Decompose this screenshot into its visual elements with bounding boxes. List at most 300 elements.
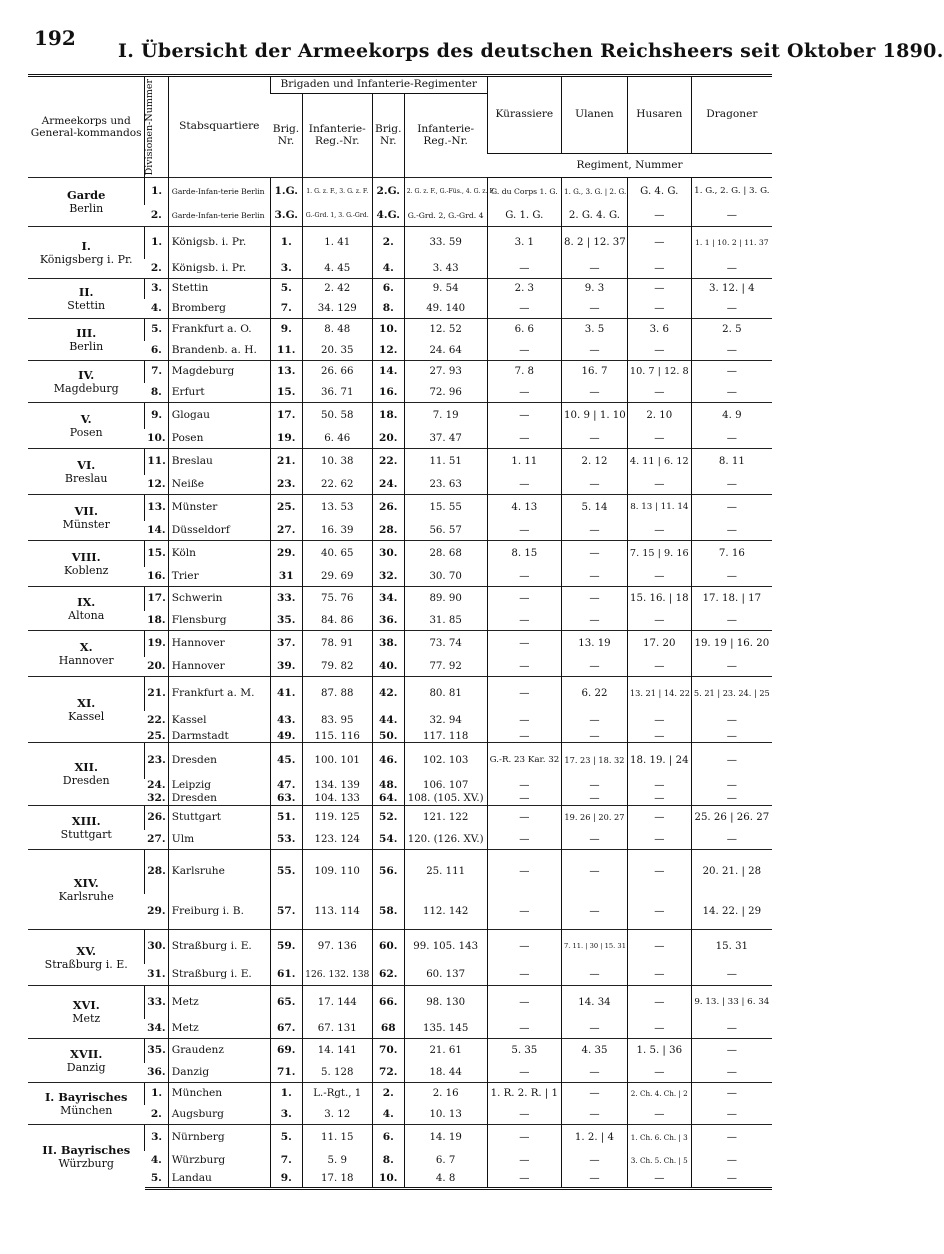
table-row <box>28 587 772 611</box>
headquarters: Landau <box>168 1171 270 1189</box>
headquarters: Kassel <box>168 711 270 731</box>
division-number: 24. <box>147 779 166 792</box>
corps-cell <box>28 227 145 279</box>
corps-name: IX. <box>77 594 96 609</box>
corps-name: XIII. <box>71 813 101 828</box>
table-row <box>28 743 772 779</box>
brigade-2: 8. <box>372 299 404 319</box>
ulanen-cell: — <box>562 259 628 279</box>
husaren-cell: — <box>627 986 691 1019</box>
regiments-1: 87. 88 <box>302 677 372 711</box>
corps-city: Hannover <box>58 653 114 667</box>
kuerassiere-cell: — <box>487 1105 561 1125</box>
ulanen-cell: 7. 11. | 30 | 15. 31 <box>562 930 628 964</box>
brigade-2: 22. <box>372 449 404 475</box>
regiments-2: 99. 105. 143 <box>404 930 487 964</box>
regiments-1: 75. 76 <box>302 587 372 611</box>
husaren-cell: — <box>627 930 691 964</box>
corps-cell <box>28 986 145 1039</box>
ulanen-cell: — <box>562 711 628 731</box>
brigade-1: 31 <box>270 567 302 587</box>
dragoner-cell: — <box>691 1063 772 1083</box>
kuerassiere-cell: — <box>487 806 561 830</box>
corps-name: VII. <box>74 503 98 518</box>
corps-city: Stuttgart <box>60 827 112 841</box>
kuerassiere-cell: — <box>487 986 561 1019</box>
ulanen-cell: — <box>562 793 628 806</box>
husaren-cell: — <box>627 793 691 806</box>
brigade-1: 1.G. <box>270 178 302 205</box>
regiments-2: 33. 59 <box>404 227 487 259</box>
brigade-2: 48. <box>372 779 404 793</box>
ulanen-cell: 9. 3 <box>562 279 628 299</box>
table-row <box>28 986 772 1019</box>
regiments-1: 3. 12 <box>302 1105 372 1125</box>
husaren-cell: — <box>627 894 691 930</box>
kuerassiere-cell: 2. 3 <box>487 279 561 299</box>
brigade-2: 24. <box>372 475 404 495</box>
dragoner-cell: — <box>691 711 772 731</box>
regiments-1: 34. 129 <box>302 299 372 319</box>
husaren-cell: — <box>627 279 691 299</box>
husaren-cell: — <box>627 1019 691 1039</box>
regiments-1: 14. 141 <box>302 1039 372 1063</box>
regiments-1: 100. 101 <box>302 743 372 779</box>
kuerassiere-cell: 1. R. 2. R. | 1 <box>487 1083 561 1105</box>
brigade-2: 30. <box>372 541 404 567</box>
regiments-2: 2. 16 <box>404 1083 487 1105</box>
kuerassiere-cell: — <box>487 611 561 631</box>
brigade-1: 29. <box>270 541 302 567</box>
corps-name: XVII. <box>70 1046 103 1061</box>
table-row <box>28 1125 772 1151</box>
regiments-1: 17. 144 <box>302 986 372 1019</box>
husaren-cell: — <box>627 731 691 743</box>
husaren-cell: — <box>627 964 691 986</box>
regiments-1: 13. 53 <box>302 495 372 521</box>
husaren-cell: 15. 16. | 18 <box>627 587 691 611</box>
kuerassiere-cell: — <box>487 341 561 361</box>
brigade-2: 34. <box>372 587 404 611</box>
headquarters: Glogau <box>168 403 270 429</box>
brigade-1: 41. <box>270 677 302 711</box>
kuerassiere-cell: — <box>487 259 561 279</box>
header-dragoner: Dragoner <box>691 76 772 154</box>
regiments-2: 6. 7 <box>404 1151 487 1171</box>
kuerassiere-cell: — <box>487 894 561 930</box>
husaren-cell: 2. 10 <box>627 403 691 429</box>
brigade-2: 70. <box>372 1039 404 1063</box>
headquarters: Münster <box>168 495 270 521</box>
ulanen-cell: — <box>562 567 628 587</box>
headquarters: Frankfurt a. O. <box>168 319 270 341</box>
brigade-1: 59. <box>270 930 302 964</box>
regiments-1: 119. 125 <box>302 806 372 830</box>
husaren-cell: — <box>627 830 691 850</box>
brigade-2: 8. <box>372 1151 404 1171</box>
dragoner-cell: — <box>691 259 772 279</box>
ulanen-cell: 19. 26 | 20. 27 <box>562 806 628 830</box>
husaren-cell: — <box>627 521 691 541</box>
division-number: 11. <box>145 449 168 475</box>
corps-name: X. <box>79 639 93 654</box>
brigade-2: 4.G. <box>372 205 404 227</box>
husaren-cell: 4. 11 | 6. 12 <box>627 449 691 475</box>
brigade-2: 6. <box>372 1125 404 1151</box>
brigade-2: 44. <box>372 711 404 731</box>
brigade-1: 9. <box>270 1171 302 1189</box>
husaren-cell: — <box>627 1171 691 1189</box>
headquarters: Frankfurt a. M. <box>168 677 270 711</box>
division-number: 35. <box>145 1039 168 1063</box>
brigade-2: 10. <box>372 319 404 341</box>
corps-name: I. <box>81 238 91 253</box>
husaren-cell: — <box>627 657 691 677</box>
brigade-2: 68 <box>372 1019 404 1039</box>
regiments-2: 72. 96 <box>404 383 487 403</box>
division-number: 10. <box>147 431 166 444</box>
division-number: 32. <box>147 792 166 805</box>
division-number: 12. <box>147 477 166 490</box>
corps-cell <box>28 319 145 361</box>
corps-city: Danzig <box>66 1060 106 1074</box>
corps-cell <box>28 587 145 631</box>
husaren-cell: — <box>627 850 691 894</box>
regiments-2: 117. 118 <box>404 731 487 743</box>
kuerassiere-cell: — <box>487 964 561 986</box>
husaren-cell: — <box>627 779 691 793</box>
corps-cell <box>28 495 145 541</box>
brigade-1: 13. <box>270 361 302 383</box>
division-number: 17. <box>145 587 168 611</box>
headquarters: Freiburg i. B. <box>168 894 270 930</box>
dragoner-cell: — <box>691 495 772 521</box>
brigade-1: 21. <box>270 449 302 475</box>
corps-cell <box>28 743 145 806</box>
dragoner-cell: — <box>691 205 772 227</box>
page-number: 192 <box>34 26 76 50</box>
division-number: 36. <box>147 1065 166 1078</box>
dragoner-cell: — <box>691 793 772 806</box>
corps-cell <box>28 1039 145 1083</box>
kuerassiere-cell: 5. 35 <box>487 1039 561 1063</box>
regiments-1: 29. 69 <box>302 567 372 587</box>
regiments-2: 27. 93 <box>404 361 487 383</box>
regiments-2: 3. 43 <box>404 259 487 279</box>
dragoner-cell: — <box>691 964 772 986</box>
corps-cell <box>28 449 145 495</box>
ulanen-cell: 6. 22 <box>562 677 628 711</box>
husaren-cell: — <box>627 567 691 587</box>
corps-cell <box>28 541 145 587</box>
table-body <box>28 178 772 1189</box>
regiments-2: 37. 47 <box>404 429 487 449</box>
regiments-2: 73. 74 <box>404 631 487 657</box>
brigade-2: 66. <box>372 986 404 1019</box>
brigade-1: 25. <box>270 495 302 521</box>
brigade-2: 2. <box>372 1083 404 1105</box>
corps-name: V. <box>80 411 92 426</box>
regiments-1: L.-Rgt., 1 <box>302 1083 372 1105</box>
headquarters: Nürnberg <box>168 1125 270 1151</box>
regiments-2: 108. (105. XV.) <box>404 793 487 806</box>
brigade-2: 36. <box>372 611 404 631</box>
brigade-2: 16. <box>372 383 404 403</box>
regiments-1: 2. 42 <box>302 279 372 299</box>
brigade-1: 43. <box>270 711 302 731</box>
corps-city: Straßburg i. E. <box>44 957 128 971</box>
regiments-2: 2. G. z. F., G.-Füs., 4. G. z. F. <box>404 178 487 205</box>
brigade-2: 26. <box>372 495 404 521</box>
kuerassiere-cell: — <box>487 1125 561 1151</box>
kuerassiere-cell: — <box>487 850 561 894</box>
table-row <box>28 403 772 429</box>
regiments-2: 49. 140 <box>404 299 487 319</box>
headquarters: Dresden <box>168 793 270 806</box>
division-number: 16. <box>147 569 166 582</box>
regiments-2: 31. 85 <box>404 611 487 631</box>
header-division: Divisionen-Nummer <box>145 76 168 178</box>
division-number: 14. <box>147 523 166 536</box>
regiments-1: 1. G. z. F., 3. G. z. F. <box>302 178 372 205</box>
ulanen-cell: — <box>562 830 628 850</box>
kuerassiere-cell: — <box>487 1019 561 1039</box>
regiments-1: 17. 18 <box>302 1171 372 1189</box>
brigade-2: 62. <box>372 964 404 986</box>
brigade-1: 63. <box>270 793 302 806</box>
husaren-cell: 8. 13 | 11. 14 <box>627 495 691 521</box>
ulanen-cell: 17. 23 | 18. 32 <box>562 743 628 779</box>
brigade-1: 3.G. <box>270 205 302 227</box>
brigade-1: 49. <box>270 731 302 743</box>
division-number: 30. <box>145 930 168 964</box>
division-number: 9. <box>145 403 168 429</box>
headquarters: Stettin <box>168 279 270 299</box>
regiments-1: 109. 110 <box>302 850 372 894</box>
brigade-2: 60. <box>372 930 404 964</box>
regiments-1: 26. 66 <box>302 361 372 383</box>
husaren-cell: — <box>627 429 691 449</box>
ulanen-cell: 3. 5 <box>562 319 628 341</box>
ulanen-cell: — <box>562 383 628 403</box>
regiments-2: 12. 52 <box>404 319 487 341</box>
regiments-1: 16. 39 <box>302 521 372 541</box>
husaren-cell: 1. 5. | 36 <box>627 1039 691 1063</box>
headquarters: Flensburg <box>168 611 270 631</box>
ulanen-cell: — <box>562 541 628 567</box>
brigade-1: 33. <box>270 587 302 611</box>
corps-city: Magdeburg <box>53 381 119 395</box>
dragoner-cell: 25. 26 | 26. 27 <box>691 806 772 830</box>
dragoner-cell: — <box>691 429 772 449</box>
regiments-1: 79. 82 <box>302 657 372 677</box>
regiments-2: 60. 137 <box>404 964 487 986</box>
ulanen-cell: — <box>562 1063 628 1083</box>
regiments-1: 4. 45 <box>302 259 372 279</box>
division-number: 4. <box>150 1154 162 1167</box>
corps-cell <box>28 178 145 227</box>
kuerassiere-cell: — <box>487 657 561 677</box>
division-number: 25. <box>147 729 166 742</box>
headquarters: Metz <box>168 1019 270 1039</box>
header-hq: Stabsquartiere <box>168 76 270 178</box>
husaren-cell: 3. 6 <box>627 319 691 341</box>
dragoner-cell: 14. 22. | 29 <box>691 894 772 930</box>
headquarters: Straßburg i. E. <box>168 964 270 986</box>
brigade-1: 23. <box>270 475 302 495</box>
regiments-2: 98. 130 <box>404 986 487 1019</box>
regiments-1: 5. 9 <box>302 1151 372 1171</box>
brigade-2: 10. <box>372 1171 404 1189</box>
brigade-1: 67. <box>270 1019 302 1039</box>
husaren-cell: — <box>627 383 691 403</box>
table-row <box>28 930 772 964</box>
regiments-1: 126. 132. 138 <box>302 964 372 986</box>
table-row <box>28 1039 772 1063</box>
brigade-1: 3. <box>270 1105 302 1125</box>
brigade-2: 38. <box>372 631 404 657</box>
husaren-cell: — <box>627 1105 691 1125</box>
brigade-2: 6. <box>372 279 404 299</box>
corps-cell <box>28 850 145 930</box>
table-row <box>28 850 772 894</box>
regiments-1: 113. 114 <box>302 894 372 930</box>
regiments-2: 21. 61 <box>404 1039 487 1063</box>
regiments-2: 56. 57 <box>404 521 487 541</box>
corps-city: Münster <box>62 517 110 531</box>
brigade-1: 51. <box>270 806 302 830</box>
headquarters: Leipzig <box>168 779 270 793</box>
table-row <box>28 279 772 299</box>
regiments-1: 84. 86 <box>302 611 372 631</box>
regiments-1: 115. 116 <box>302 731 372 743</box>
headquarters: Würzburg <box>168 1151 270 1171</box>
brigade-1: 7. <box>270 1151 302 1171</box>
dragoner-cell: — <box>691 361 772 383</box>
division-number: 6. <box>150 343 162 356</box>
corps-city: München <box>60 1103 113 1117</box>
dragoner-cell: 19. 19 | 16. 20 <box>691 631 772 657</box>
division-number: 28. <box>145 850 168 894</box>
husaren-cell: 17. 20 <box>627 631 691 657</box>
brigade-1: 5. <box>270 1125 302 1151</box>
husaren-cell: — <box>627 611 691 631</box>
regiments-2: 25. 111 <box>404 850 487 894</box>
headquarters: Trier <box>168 567 270 587</box>
headquarters: Posen <box>168 429 270 449</box>
corps-cell <box>28 806 145 850</box>
kuerassiere-cell: — <box>487 475 561 495</box>
ulanen-cell: — <box>562 299 628 319</box>
header-reg2: Infanterie-Reg.-Nr. <box>404 94 487 178</box>
headquarters: Straßburg i. E. <box>168 930 270 964</box>
brigade-2: 4. <box>372 259 404 279</box>
dragoner-cell: — <box>691 731 772 743</box>
corps-name: XII. <box>74 760 98 775</box>
regiments-2: 77. 92 <box>404 657 487 677</box>
table-row <box>28 1083 772 1105</box>
kuerassiere-cell: — <box>487 521 561 541</box>
regiments-2: 23. 63 <box>404 475 487 495</box>
dragoner-cell: — <box>691 830 772 850</box>
dragoner-cell: 1. 1 | 10. 2 | 11. 37 <box>691 227 772 259</box>
brigade-1: 11. <box>270 341 302 361</box>
brigade-2: 56. <box>372 850 404 894</box>
corps-cell <box>28 1083 145 1125</box>
corps-name: IV. <box>78 367 95 382</box>
kuerassiere-cell: — <box>487 631 561 657</box>
dragoner-cell: — <box>691 611 772 631</box>
brigade-1: 57. <box>270 894 302 930</box>
headquarters: Brandenb. a. H. <box>168 341 270 361</box>
husaren-cell: 3. Ch. 5. Ch. | 5 <box>627 1151 691 1171</box>
headquarters: Metz <box>168 986 270 1019</box>
headquarters: Darmstadt <box>168 731 270 743</box>
dragoner-cell: 9. 13. | 33 | 6. 34 <box>691 986 772 1019</box>
regiments-1: 97. 136 <box>302 930 372 964</box>
header-ulanen: Ulanen <box>562 76 628 154</box>
division-number: 4. <box>150 301 162 314</box>
brigade-1: 15. <box>270 383 302 403</box>
kuerassiere-cell: — <box>487 779 561 793</box>
regiments-2: 18. 44 <box>404 1063 487 1083</box>
dragoner-cell: — <box>691 567 772 587</box>
regiments-2: 9. 54 <box>404 279 487 299</box>
regiments-1: 67. 131 <box>302 1019 372 1039</box>
ulanen-cell: — <box>562 779 628 793</box>
regiments-1: 104. 133 <box>302 793 372 806</box>
kuerassiere-cell: 7. 8 <box>487 361 561 383</box>
corps-city: Altona <box>68 608 105 622</box>
dragoner-cell: — <box>691 475 772 495</box>
husaren-cell: — <box>627 341 691 361</box>
regiments-1: 50. 58 <box>302 403 372 429</box>
brigade-1: 65. <box>270 986 302 1019</box>
ulanen-cell: — <box>562 850 628 894</box>
brigade-2: 14. <box>372 361 404 383</box>
division-number: 2. <box>150 1107 162 1120</box>
dragoner-cell: 15. 31 <box>691 930 772 964</box>
ulanen-cell: — <box>562 429 628 449</box>
ulanen-cell: — <box>562 521 628 541</box>
headquarters: Düsseldorf <box>168 521 270 541</box>
brigade-1: 1. <box>270 227 302 259</box>
corps-city: Berlin <box>69 202 104 216</box>
corps-city: Dresden <box>62 774 110 788</box>
ulanen-cell: — <box>562 611 628 631</box>
division-number: 21. <box>145 677 168 711</box>
dragoner-cell: — <box>691 1125 772 1151</box>
kuerassiere-cell: — <box>487 567 561 587</box>
regiments-2: 106. 107 <box>404 779 487 793</box>
brigade-2: 4. <box>372 1105 404 1125</box>
corps-city: Koblenz <box>63 563 109 577</box>
kuerassiere-cell: G. du Corps 1. G. <box>487 178 561 205</box>
headquarters: Dresden <box>168 743 270 779</box>
division-number: 19. <box>145 631 168 657</box>
ulanen-cell: 16. 7 <box>562 361 628 383</box>
husaren-cell: — <box>627 205 691 227</box>
dragoner-cell: 4. 9 <box>691 403 772 429</box>
brigade-1: 3. <box>270 259 302 279</box>
regiments-1: 83. 95 <box>302 711 372 731</box>
dragoner-cell: 8. 11 <box>691 449 772 475</box>
brigade-2: 32. <box>372 567 404 587</box>
regiments-2: 14. 19 <box>404 1125 487 1151</box>
dragoner-cell: — <box>691 521 772 541</box>
dragoner-cell: — <box>691 1083 772 1105</box>
kuerassiere-cell: — <box>487 429 561 449</box>
